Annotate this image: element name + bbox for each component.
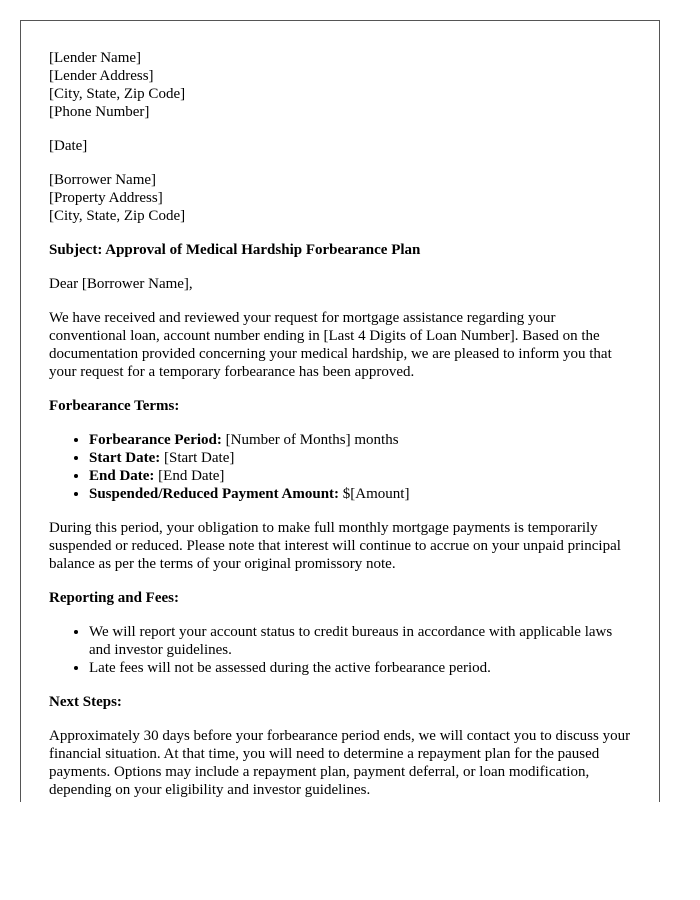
- list-item: • We will report your account status to credit bureaus in accordance with applicable laws and investor guidelines.: [89, 623, 631, 659]
- lender-address: [Lender Address]: [49, 68, 154, 84]
- lender-block: [49, 49, 631, 121]
- lender-name: [Lender Name]: [49, 50, 142, 66]
- borrower-property-address: [Property Address]: [49, 190, 163, 206]
- obligation-paragraph: During this period, your obligation to make full monthly mortgage payments is temporarily suspended or reduced. Please note that interest will continue to accrue on your unpaid principal balance as per the terms of your original promissory note.: [49, 520, 621, 572]
- term-label: Forbearance Period:: [89, 432, 222, 448]
- letter-page: [20, 20, 660, 802]
- term-value: [Number of Months] months: [221, 432, 399, 448]
- borrower-name: [Borrower Name]: [49, 172, 157, 188]
- term-label: Start Date:: [89, 450, 161, 466]
- list-item: [89, 449, 631, 467]
- reporting-heading: Reporting and Fees:: [49, 590, 179, 606]
- letter-date: [Date]: [49, 138, 88, 154]
- subject-line: Subject: Approval of Medical Hardship Forbearance Plan: [49, 242, 421, 258]
- term-value: [End Date]: [154, 468, 225, 484]
- list-item: [89, 467, 631, 485]
- list-item: [89, 485, 631, 503]
- term-label: End Date:: [89, 468, 155, 484]
- lender-phone: [Phone Number]: [49, 104, 150, 120]
- intro-paragraph: We have received and reviewed your request for mortgage assistance regarding your conventional loan, account number ending in [Last 4 Digits of Loan Number]. Based on the documentation provided concerning your medical hardship, we are pleased to inform you that your request for a temporary forbearance has been approved.: [49, 310, 612, 380]
- term-value: [Start Date]: [160, 450, 235, 466]
- next-steps-heading: Next Steps:: [49, 694, 122, 710]
- term-value: $[Amount]: [339, 486, 410, 502]
- borrower-block: [49, 171, 631, 225]
- terms-heading: Forbearance Terms:: [49, 398, 180, 414]
- terms-list: [49, 431, 631, 503]
- salutation: Dear [Borrower Name],: [49, 276, 193, 292]
- next-steps-paragraph: Approximately 30 days before your forbearance period ends, we will contact you to discuss your financial situation. At that time, you will need to determine a repayment plan for the paused payments. Options may include a repayment plan, payment deferral, or loan modification, depending on your eligibility and investor guidelines.: [49, 728, 631, 798]
- term-label: Suspended/Reduced Payment Amount:: [89, 486, 340, 502]
- list-item: [89, 431, 631, 449]
- reporting-list: [49, 623, 631, 677]
- list-item: • Late fees will not be assessed during the active forbearance period.: [89, 659, 631, 677]
- lender-city-state-zip: [City, State, Zip Code]: [49, 86, 186, 102]
- borrower-city-state-zip: [City, State, Zip Code]: [49, 208, 186, 224]
